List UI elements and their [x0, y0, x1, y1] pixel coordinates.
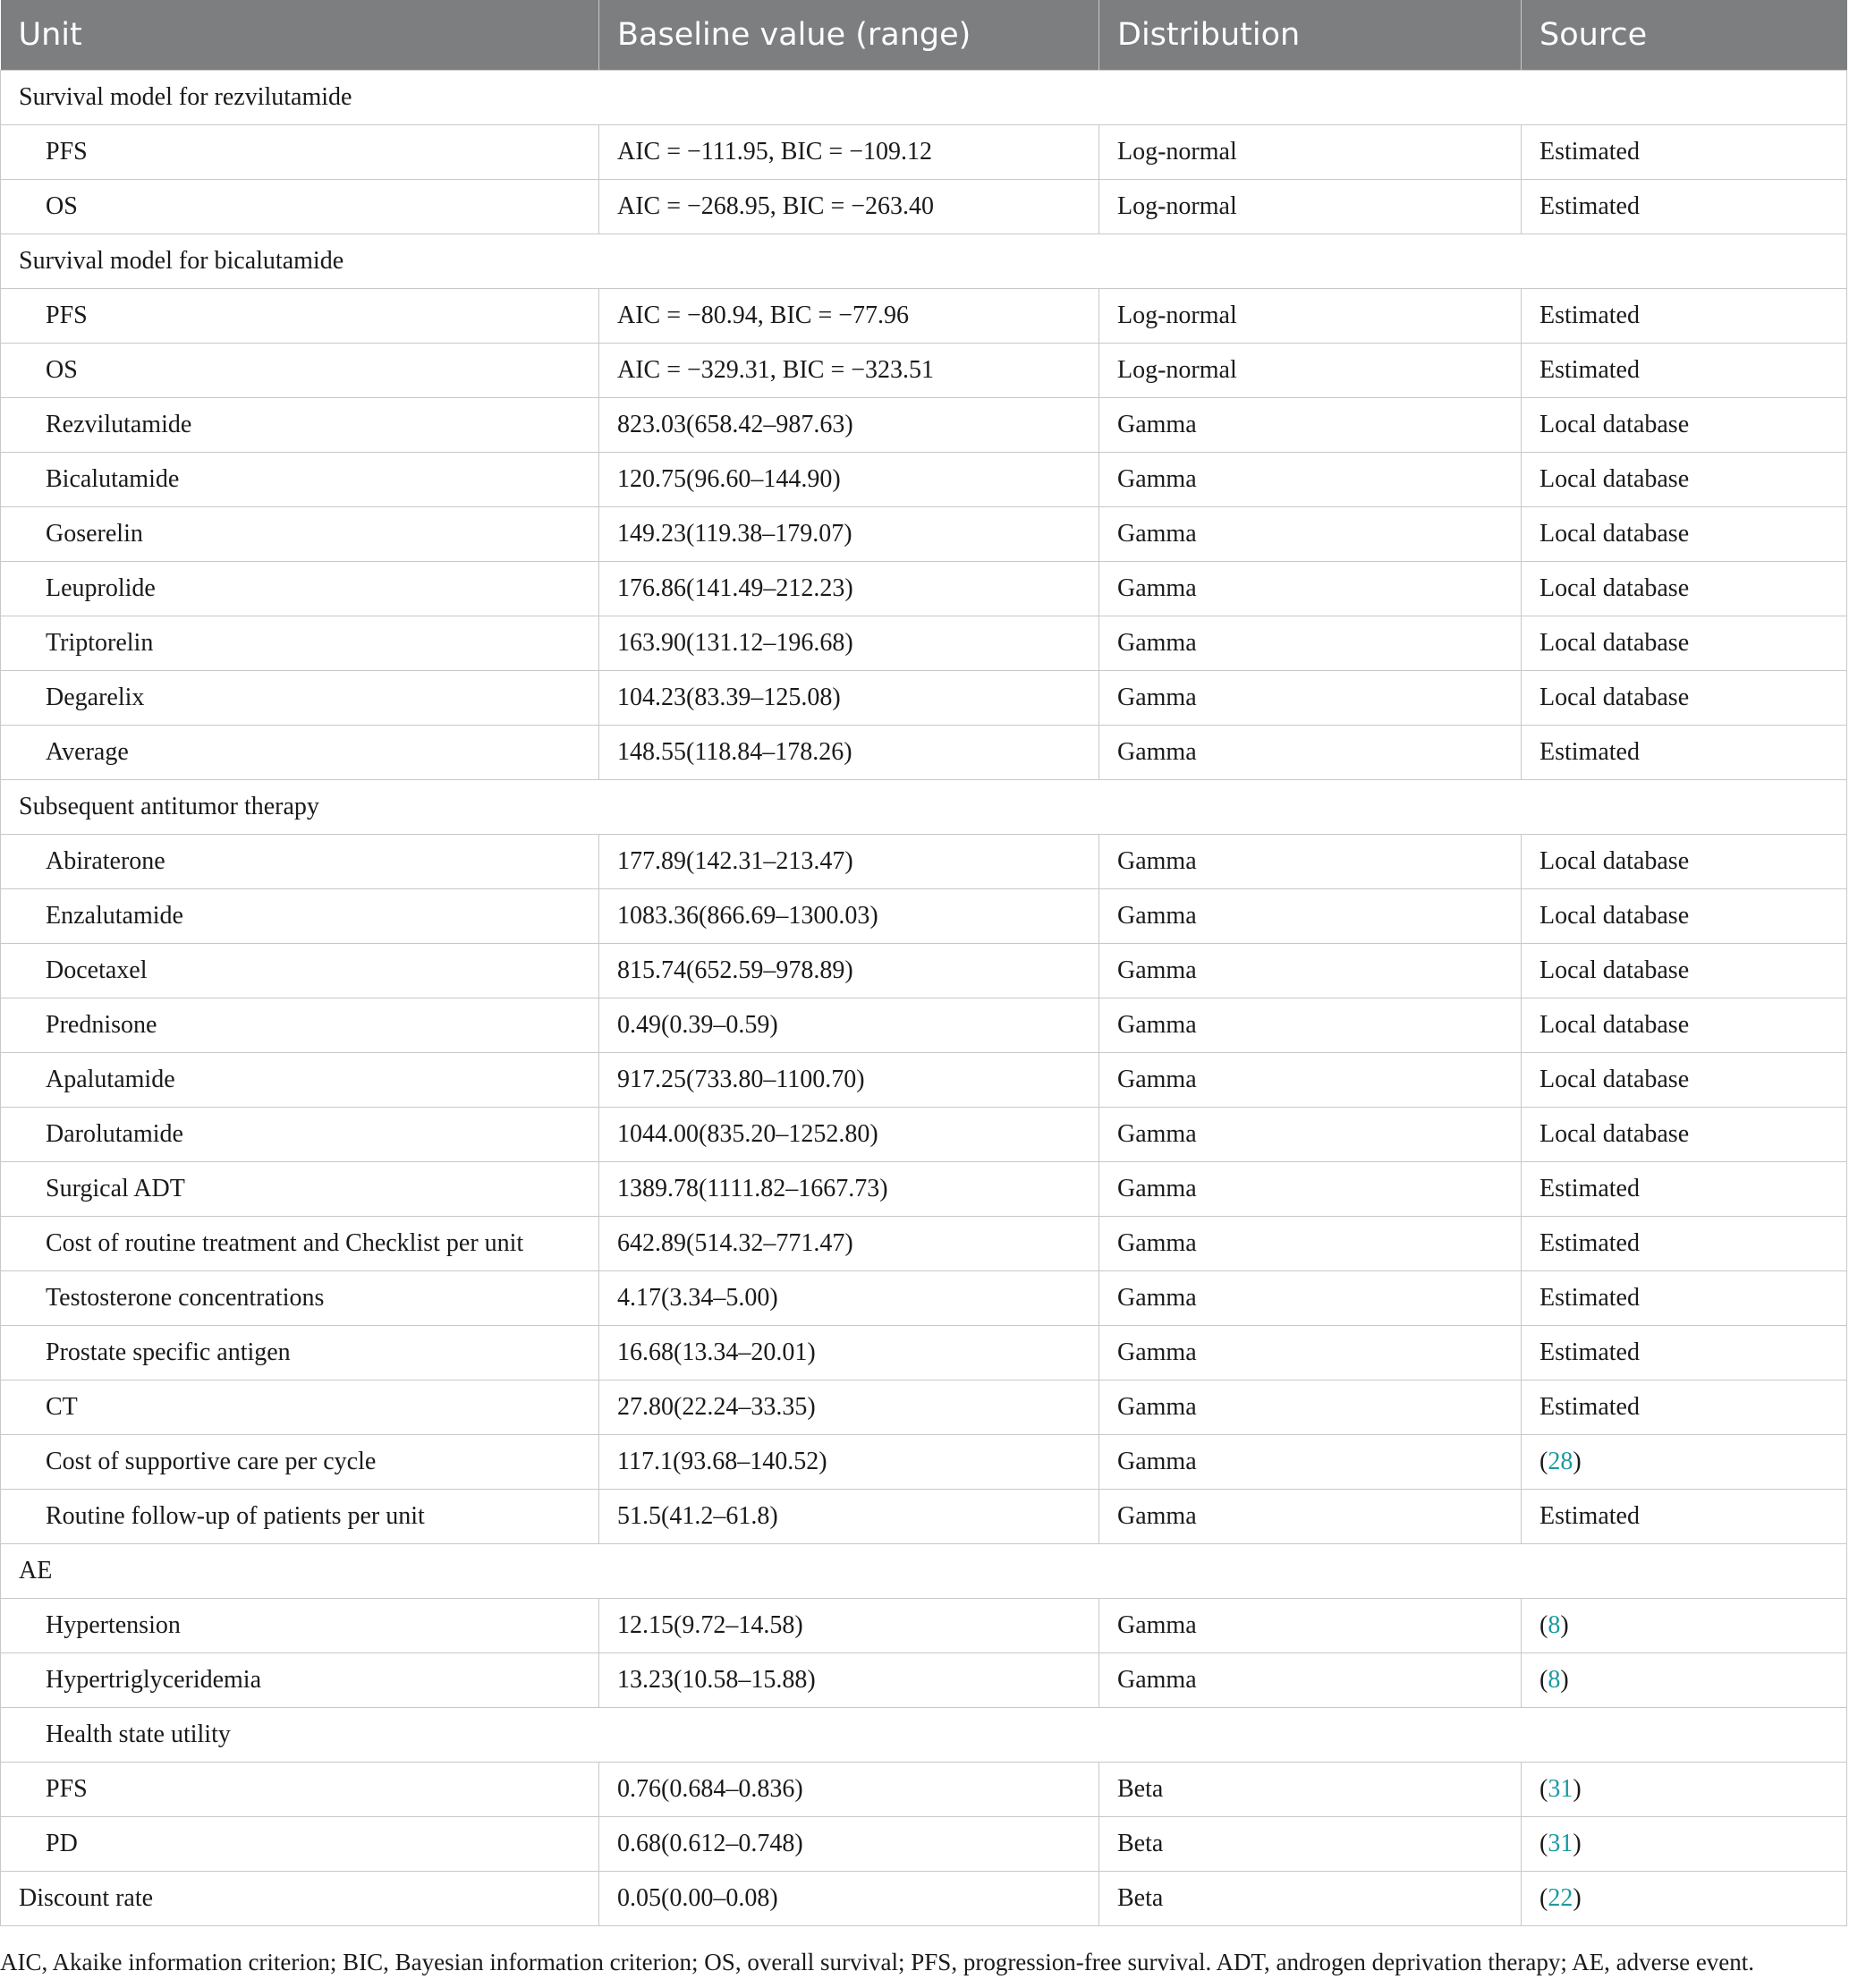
- table-row: [1, 124, 1847, 179]
- table-row: [1, 1107, 1847, 1161]
- cell-baseline-value: 917.25(733.80–1100.70): [599, 1052, 1099, 1107]
- cell-baseline-value: 823.03(658.42–987.63): [599, 397, 1099, 452]
- cell-baseline-value: 163.90(131.12–196.68): [599, 616, 1099, 670]
- cell-source: Local database: [1522, 670, 1847, 725]
- cell-source: Estimated: [1522, 1489, 1847, 1543]
- cell-baseline-value: 0.76(0.684–0.836): [599, 1762, 1099, 1816]
- table-row: [1, 1762, 1847, 1816]
- cell-source[interactable]: (31): [1522, 1762, 1847, 1816]
- cell-distribution: Gamma: [1099, 725, 1522, 779]
- cell-distribution: Beta: [1099, 1871, 1522, 1925]
- section-row: [1, 70, 1847, 124]
- cell-source[interactable]: (8): [1522, 1652, 1847, 1707]
- table-footnote: AIC, Akaike information criterion; BIC, Bayesian information criterion; OS, overall survival; PFS, progression-free survival. ADT, androgen deprivation therapy; AE, adverse event.: [0, 1949, 1755, 1975]
- cell-distribution: Gamma: [1099, 1652, 1522, 1707]
- section-label: Subsequent antitumor therapy: [1, 779, 1847, 834]
- cell-source: Estimated: [1522, 288, 1847, 343]
- cell-distribution: Gamma: [1099, 506, 1522, 561]
- cell-baseline-value: 4.17(3.34–5.00): [599, 1270, 1099, 1325]
- cell-baseline-value: 0.49(0.39–0.59): [599, 998, 1099, 1052]
- section-label: Survival model for rezvilutamide: [1, 70, 1847, 124]
- cell-distribution: Gamma: [1099, 888, 1522, 943]
- citation-link[interactable]: 28: [1548, 1447, 1573, 1475]
- cell-source: Local database: [1522, 1052, 1847, 1107]
- cell-distribution: Gamma: [1099, 1107, 1522, 1161]
- cell-distribution: Gamma: [1099, 1598, 1522, 1652]
- table-row: [1, 1270, 1847, 1325]
- cell-unit: PD: [1, 1816, 599, 1871]
- cell-source: Estimated: [1522, 1380, 1847, 1434]
- section-label: Health state utility: [1, 1707, 1847, 1762]
- cell-unit: PFS: [1, 124, 599, 179]
- cell-baseline-value: AIC = −80.94, BIC = −77.96: [599, 288, 1099, 343]
- cell-source: Local database: [1522, 888, 1847, 943]
- section-row: [1, 1543, 1847, 1598]
- cell-source: Estimated: [1522, 1161, 1847, 1216]
- cell-baseline-value: 176.86(141.49–212.23): [599, 561, 1099, 616]
- cell-baseline-value: 149.23(119.38–179.07): [599, 506, 1099, 561]
- header-source: Source: [1522, 0, 1847, 70]
- table-row: [1, 506, 1847, 561]
- cell-distribution: Gamma: [1099, 998, 1522, 1052]
- citation-link[interactable]: 31: [1548, 1829, 1573, 1857]
- header-baseline-value: Baseline value (range): [599, 0, 1099, 70]
- citation-link[interactable]: 8: [1548, 1665, 1561, 1694]
- cell-source: Local database: [1522, 1107, 1847, 1161]
- citation-link[interactable]: 22: [1548, 1883, 1573, 1912]
- table-row: [1, 1434, 1847, 1489]
- cell-unit: Prednisone: [1, 998, 599, 1052]
- cell-unit: Enzalutamide: [1, 888, 599, 943]
- cell-distribution: Gamma: [1099, 1216, 1522, 1270]
- cell-distribution: Gamma: [1099, 1325, 1522, 1380]
- cell-unit: Cost of supportive care per cycle: [1, 1434, 599, 1489]
- cell-source: Estimated: [1522, 1216, 1847, 1270]
- table-row: [1, 1652, 1847, 1707]
- cell-baseline-value: 1389.78(1111.82–1667.73): [599, 1161, 1099, 1216]
- cell-source: Local database: [1522, 998, 1847, 1052]
- cell-baseline-value: 1083.36(866.69–1300.03): [599, 888, 1099, 943]
- cell-baseline-value: 120.75(96.60–144.90): [599, 452, 1099, 506]
- cell-source: Estimated: [1522, 1325, 1847, 1380]
- cell-source[interactable]: (8): [1522, 1598, 1847, 1652]
- cell-distribution: Beta: [1099, 1816, 1522, 1871]
- cell-distribution: Gamma: [1099, 616, 1522, 670]
- table-row: [1, 1871, 1847, 1925]
- cell-baseline-value: 0.05(0.00–0.08): [599, 1871, 1099, 1925]
- table-row: [1, 1816, 1847, 1871]
- cell-baseline-value: 148.55(118.84–178.26): [599, 725, 1099, 779]
- table-row: [1, 1325, 1847, 1380]
- section-row: [1, 779, 1847, 834]
- cell-unit: Leuprolide: [1, 561, 599, 616]
- cell-unit: Cost of routine treatment and Checklist per unit: [1, 1216, 599, 1270]
- table-row: [1, 1489, 1847, 1543]
- cell-source: Local database: [1522, 506, 1847, 561]
- cell-source: Local database: [1522, 561, 1847, 616]
- cell-source: Estimated: [1522, 1270, 1847, 1325]
- cell-source: Local database: [1522, 452, 1847, 506]
- table-row: [1, 998, 1847, 1052]
- cell-distribution: Log-normal: [1099, 288, 1522, 343]
- cell-baseline-value: 177.89(142.31–213.47): [599, 834, 1099, 888]
- cell-source: Local database: [1522, 943, 1847, 998]
- cell-baseline-value: 51.5(41.2–61.8): [599, 1489, 1099, 1543]
- cell-unit: CT: [1, 1380, 599, 1434]
- cell-distribution: Gamma: [1099, 943, 1522, 998]
- cell-distribution: Gamma: [1099, 1434, 1522, 1489]
- cell-unit: Degarelix: [1, 670, 599, 725]
- cell-distribution: Log-normal: [1099, 124, 1522, 179]
- cell-unit: PFS: [1, 1762, 599, 1816]
- cell-source[interactable]: (22): [1522, 1871, 1847, 1925]
- cell-distribution: Gamma: [1099, 1380, 1522, 1434]
- cell-source[interactable]: (31): [1522, 1816, 1847, 1871]
- cell-baseline-value: 12.15(9.72–14.58): [599, 1598, 1099, 1652]
- header-distribution: Distribution: [1099, 0, 1522, 70]
- cell-unit: Routine follow-up of patients per unit: [1, 1489, 599, 1543]
- cell-distribution: Gamma: [1099, 1161, 1522, 1216]
- cell-distribution: Gamma: [1099, 670, 1522, 725]
- table-row: [1, 616, 1847, 670]
- cell-unit: Discount rate: [1, 1871, 599, 1925]
- table-row: [1, 397, 1847, 452]
- cell-baseline-value: 16.68(13.34–20.01): [599, 1325, 1099, 1380]
- table-body: [1, 70, 1847, 1925]
- cell-distribution: Gamma: [1099, 452, 1522, 506]
- cell-baseline-value: 815.74(652.59–978.89): [599, 943, 1099, 998]
- table-row: [1, 834, 1847, 888]
- table-row: [1, 343, 1847, 397]
- cell-distribution: Gamma: [1099, 1270, 1522, 1325]
- cell-distribution: Gamma: [1099, 561, 1522, 616]
- cell-unit: Average: [1, 725, 599, 779]
- cell-unit: Abiraterone: [1, 834, 599, 888]
- cell-baseline-value: AIC = −329.31, BIC = −323.51: [599, 343, 1099, 397]
- cell-baseline-value: 642.89(514.32–771.47): [599, 1216, 1099, 1270]
- cell-unit: Goserelin: [1, 506, 599, 561]
- cell-distribution: Beta: [1099, 1762, 1522, 1816]
- cell-unit: Hypertriglyceridemia: [1, 1652, 599, 1707]
- cell-source: Local database: [1522, 834, 1847, 888]
- header-unit: Unit: [1, 0, 599, 70]
- cell-unit: Rezvilutamide: [1, 397, 599, 452]
- table-row: [1, 1161, 1847, 1216]
- table-row: [1, 1052, 1847, 1107]
- cell-distribution: Log-normal: [1099, 343, 1522, 397]
- table-row: [1, 179, 1847, 234]
- section-label: Survival model for bicalutamide: [1, 234, 1847, 288]
- cell-baseline-value: 13.23(10.58–15.88): [599, 1652, 1099, 1707]
- table-row: [1, 725, 1847, 779]
- table-row: [1, 288, 1847, 343]
- cell-unit: Triptorelin: [1, 616, 599, 670]
- cell-source[interactable]: (28): [1522, 1434, 1847, 1489]
- table-row: [1, 1598, 1847, 1652]
- section-row: [1, 234, 1847, 288]
- table-row: [1, 670, 1847, 725]
- cell-baseline-value: 104.23(83.39–125.08): [599, 670, 1099, 725]
- cell-unit: Prostate specific antigen: [1, 1325, 599, 1380]
- cell-baseline-value: AIC = −111.95, BIC = −109.12: [599, 124, 1099, 179]
- citation-link[interactable]: 31: [1548, 1774, 1573, 1803]
- cell-source: Estimated: [1522, 343, 1847, 397]
- cell-baseline-value: 27.80(22.24–33.35): [599, 1380, 1099, 1434]
- citation-link[interactable]: 8: [1548, 1610, 1561, 1639]
- cell-baseline-value: 117.1(93.68–140.52): [599, 1434, 1099, 1489]
- cell-baseline-value: AIC = −268.95, BIC = −263.40: [599, 179, 1099, 234]
- table-row: [1, 943, 1847, 998]
- cell-unit: OS: [1, 179, 599, 234]
- cell-baseline-value: 0.68(0.612–0.748): [599, 1816, 1099, 1871]
- table-row: [1, 1216, 1847, 1270]
- table-row: [1, 1380, 1847, 1434]
- cell-source: Local database: [1522, 616, 1847, 670]
- cell-unit: Bicalutamide: [1, 452, 599, 506]
- cell-source: Estimated: [1522, 725, 1847, 779]
- cell-unit: Darolutamide: [1, 1107, 599, 1161]
- table-row: [1, 888, 1847, 943]
- cell-baseline-value: 1044.00(835.20–1252.80): [599, 1107, 1099, 1161]
- cell-source: Local database: [1522, 397, 1847, 452]
- section-label: AE: [1, 1543, 1847, 1598]
- cell-unit: Apalutamide: [1, 1052, 599, 1107]
- table-row: [1, 561, 1847, 616]
- cell-distribution: Gamma: [1099, 397, 1522, 452]
- cell-distribution: Gamma: [1099, 834, 1522, 888]
- section-row: [1, 1707, 1847, 1762]
- cell-source: Estimated: [1522, 124, 1847, 179]
- table-header: [1, 0, 1847, 70]
- cell-distribution: Gamma: [1099, 1052, 1522, 1107]
- cell-distribution: Gamma: [1099, 1489, 1522, 1543]
- cell-unit: PFS: [1, 288, 599, 343]
- cell-unit: Hypertension: [1, 1598, 599, 1652]
- table-row: [1, 452, 1847, 506]
- cell-distribution: Log-normal: [1099, 179, 1522, 234]
- header-row: [1, 0, 1847, 70]
- cell-unit: Docetaxel: [1, 943, 599, 998]
- cell-unit: OS: [1, 343, 599, 397]
- cell-unit: Surgical ADT: [1, 1161, 599, 1216]
- cell-unit: Testosterone concentrations: [1, 1270, 599, 1325]
- cell-source: Estimated: [1522, 179, 1847, 234]
